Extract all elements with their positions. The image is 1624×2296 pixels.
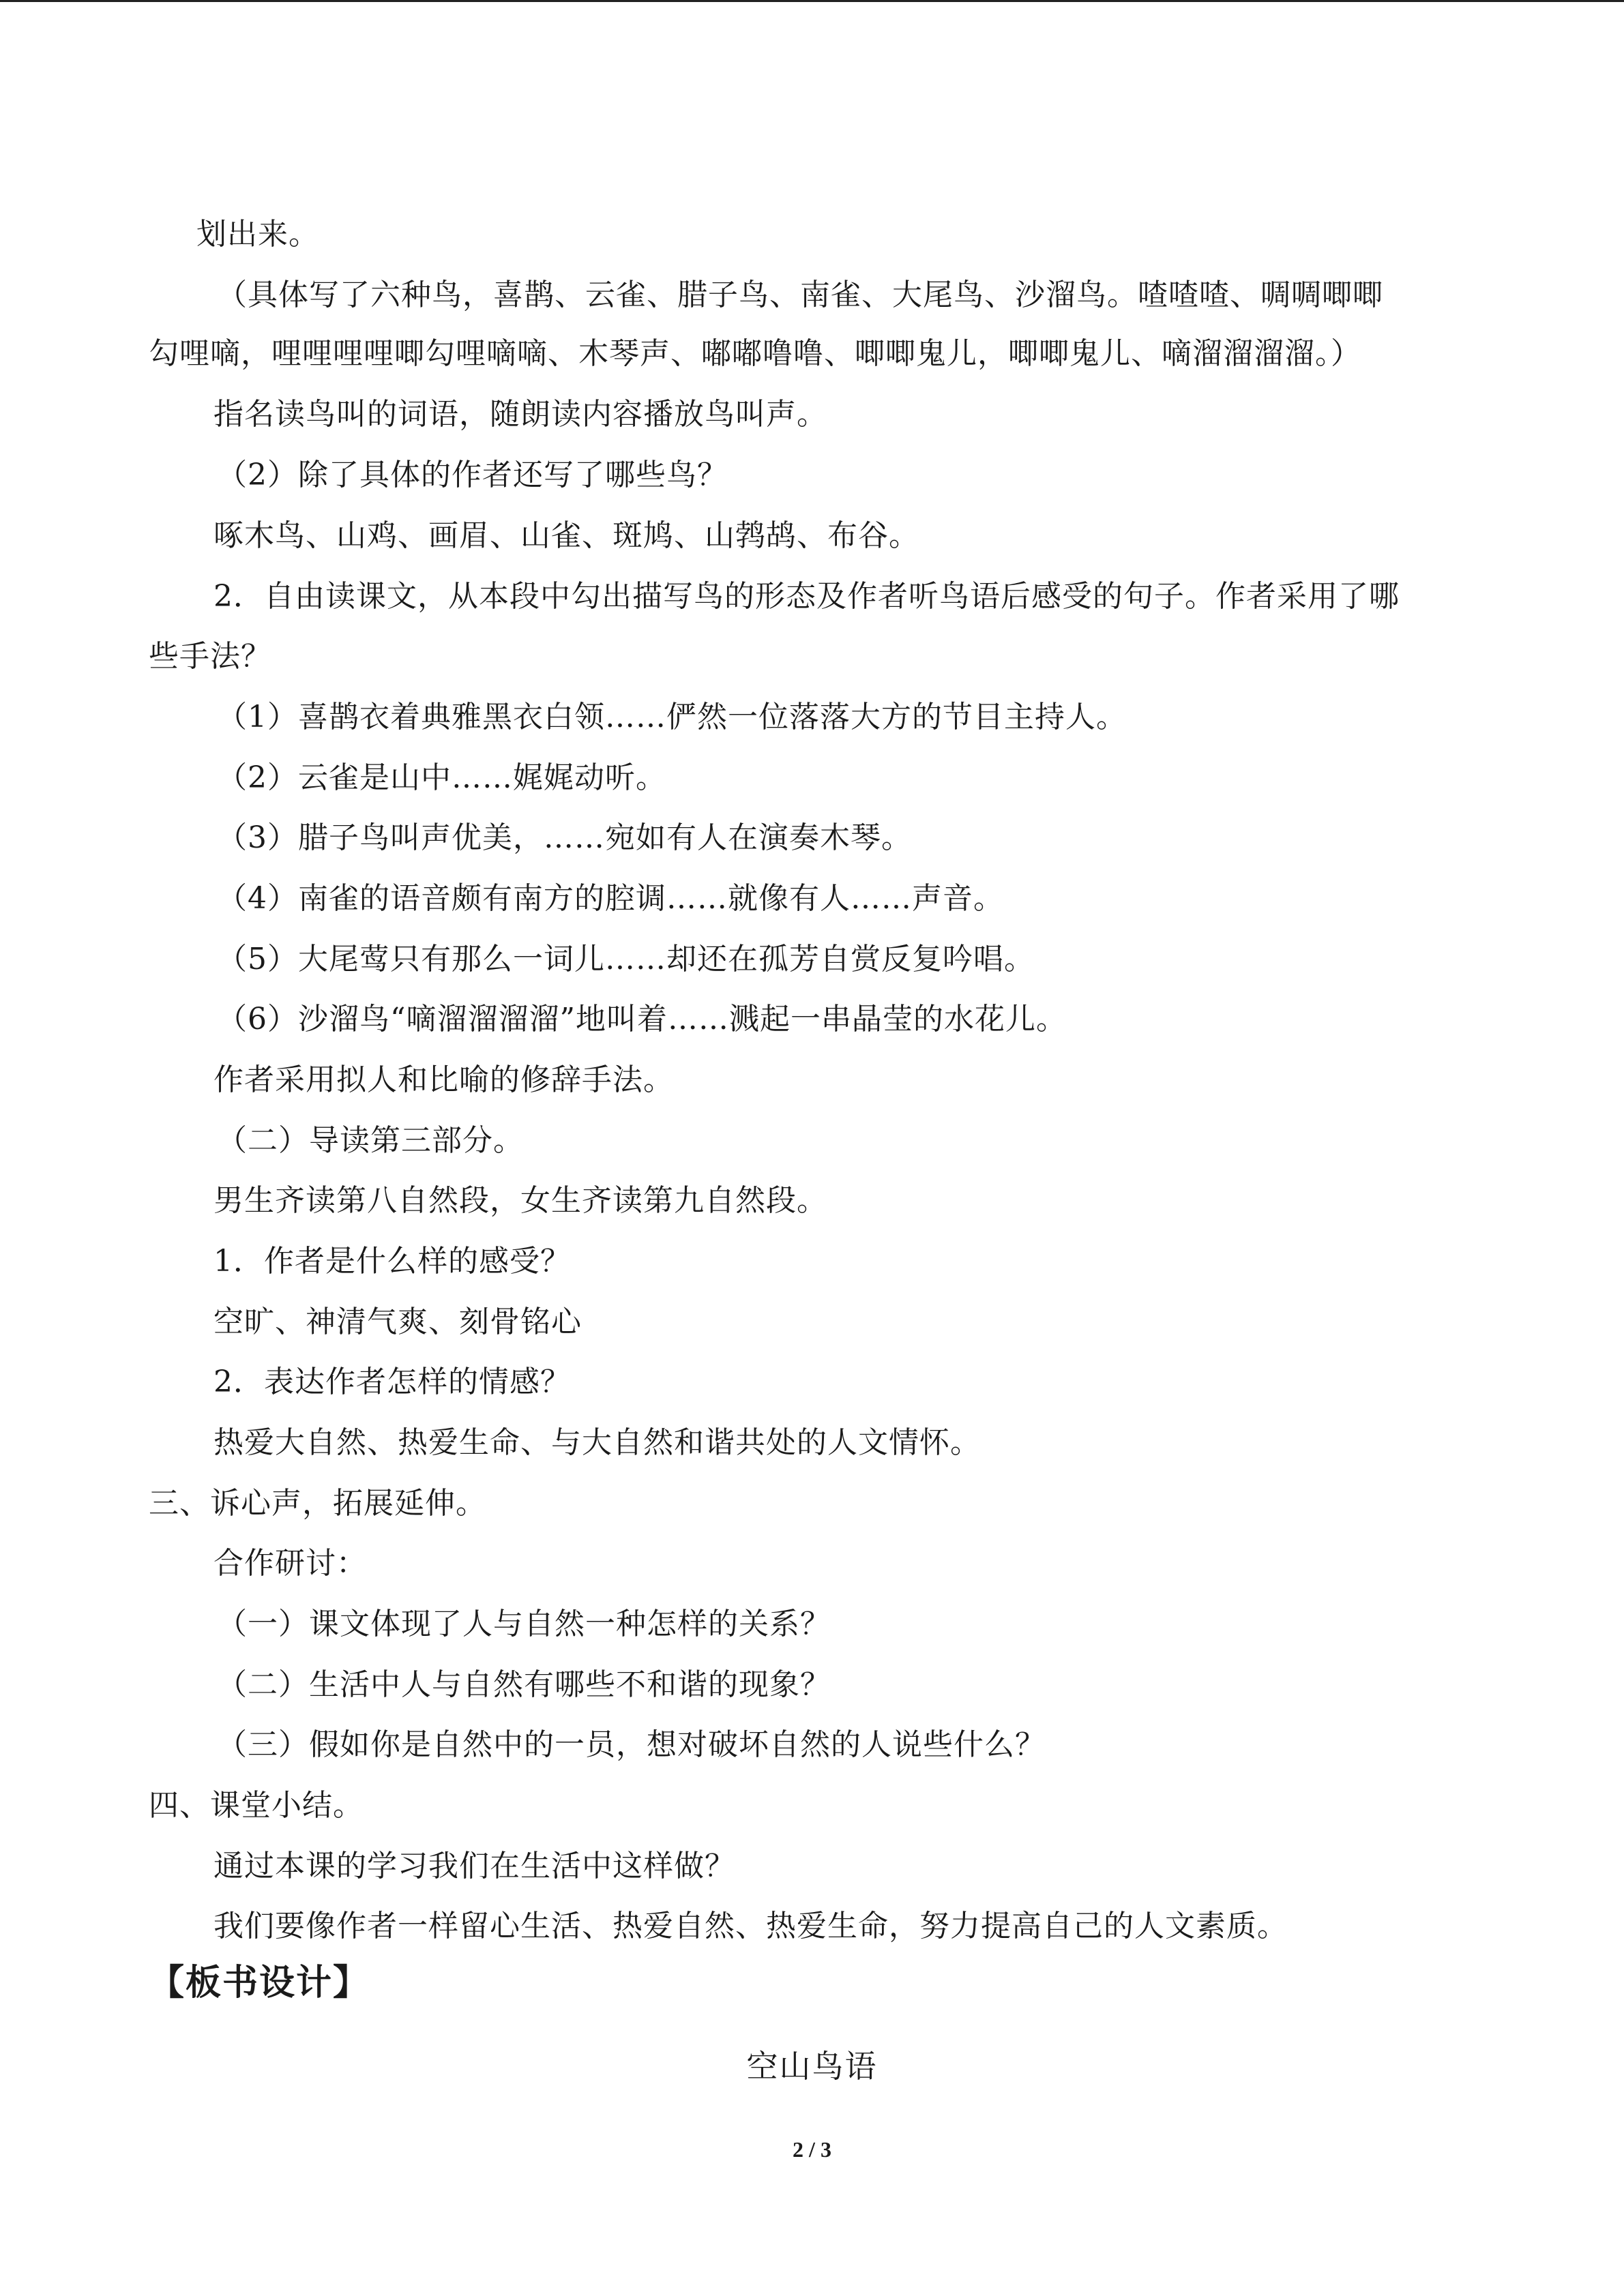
section-heading: 四、课堂小结。 bbox=[149, 1788, 364, 1823]
text-line: （4）南雀的语音颇有南方的腔调……就像有人……声音。 bbox=[217, 881, 1004, 916]
text-line: 勾哩嘀，哩哩哩哩唧勾哩嘀嘀、木琴声、嘟嘟噜噜、唧唧鬼儿，唧唧鬼儿、嘀溜溜溜溜。） bbox=[149, 336, 1361, 371]
text-line: （3）腊子鸟叫声优美，……宛如有人在演奏木琴。 bbox=[217, 820, 912, 855]
text-line: 作者采用拟人和比喻的修辞手法。 bbox=[213, 1062, 674, 1097]
board-title: 空山鸟语 bbox=[746, 2048, 878, 2085]
board-design-heading: 【板书设计】 bbox=[149, 1962, 370, 2003]
text-line: （二）导读第三部分。 bbox=[217, 1123, 524, 1158]
text-line: 1．作者是什么样的感受？ bbox=[213, 1244, 571, 1279]
text-line: 指名读鸟叫的词语，随朗读内容播放鸟叫声。 bbox=[213, 397, 827, 432]
text-line: （5）大尾莺只有那么一词儿……却还在孤芳自赏反复吟唱。 bbox=[217, 942, 1035, 976]
text-line: （2）除了具体的作者还写了哪些鸟？ bbox=[217, 458, 728, 492]
text-line: 2．自由读课文，从本段中勾出描写鸟的形态及作者听鸟语后感受的句子。作者采用了哪 bbox=[213, 579, 1400, 614]
text-line: 合作研讨： bbox=[213, 1546, 367, 1581]
text-line: 啄木鸟、山鸡、画眉、山雀、斑鸠、山鹁鸪、布谷。 bbox=[213, 518, 919, 553]
text-line: （1）喜鹊衣着典雅黑衣白领……俨然一位落落大方的节目主持人。 bbox=[217, 700, 1127, 734]
text-line: 我们要像作者一样留心生活、热爱自然、热爱生命，努力提高自己的人文素质。 bbox=[213, 1909, 1288, 1943]
text-line: 些手法？ bbox=[149, 639, 271, 674]
text-line: （三）假如你是自然中的一员，想对破坏自然的人说些什么？ bbox=[217, 1727, 1046, 1762]
text-line: 热爱大自然、热爱生命、与大自然和谐共处的人文情怀。 bbox=[213, 1425, 981, 1460]
text-line: 划出来。 bbox=[196, 217, 319, 252]
section-heading: 三、诉心声，拓展延伸。 bbox=[149, 1486, 486, 1521]
text-line: （具体写了六种鸟，喜鹊、云雀、腊子鸟、南雀、大尾鸟、沙溜鸟。喳喳喳、啁啁唧唧 bbox=[217, 278, 1383, 312]
text-line: （6）沙溜鸟“嘀溜溜溜溜”地叫着……溅起一串晶莹的水花儿。 bbox=[217, 1002, 1067, 1037]
text-line: 男生齐读第八自然段，女生齐读第九自然段。 bbox=[213, 1183, 827, 1218]
page-number: 2 / 3 bbox=[793, 2137, 831, 2162]
text-line: 2．表达作者怎样的情感？ bbox=[213, 1365, 571, 1399]
text-line: （2）云雀是山中……娓娓动听。 bbox=[217, 760, 666, 795]
text-line: 空旷、神清气爽、刻骨铭心 bbox=[213, 1304, 582, 1339]
text-line: （一）课文体现了人与自然一种怎样的关系？ bbox=[217, 1607, 831, 1641]
text-line: （二）生活中人与自然有哪些不和谐的现象？ bbox=[217, 1667, 831, 1702]
text-line: 通过本课的学习我们在生活中这样做？ bbox=[213, 1849, 735, 1883]
